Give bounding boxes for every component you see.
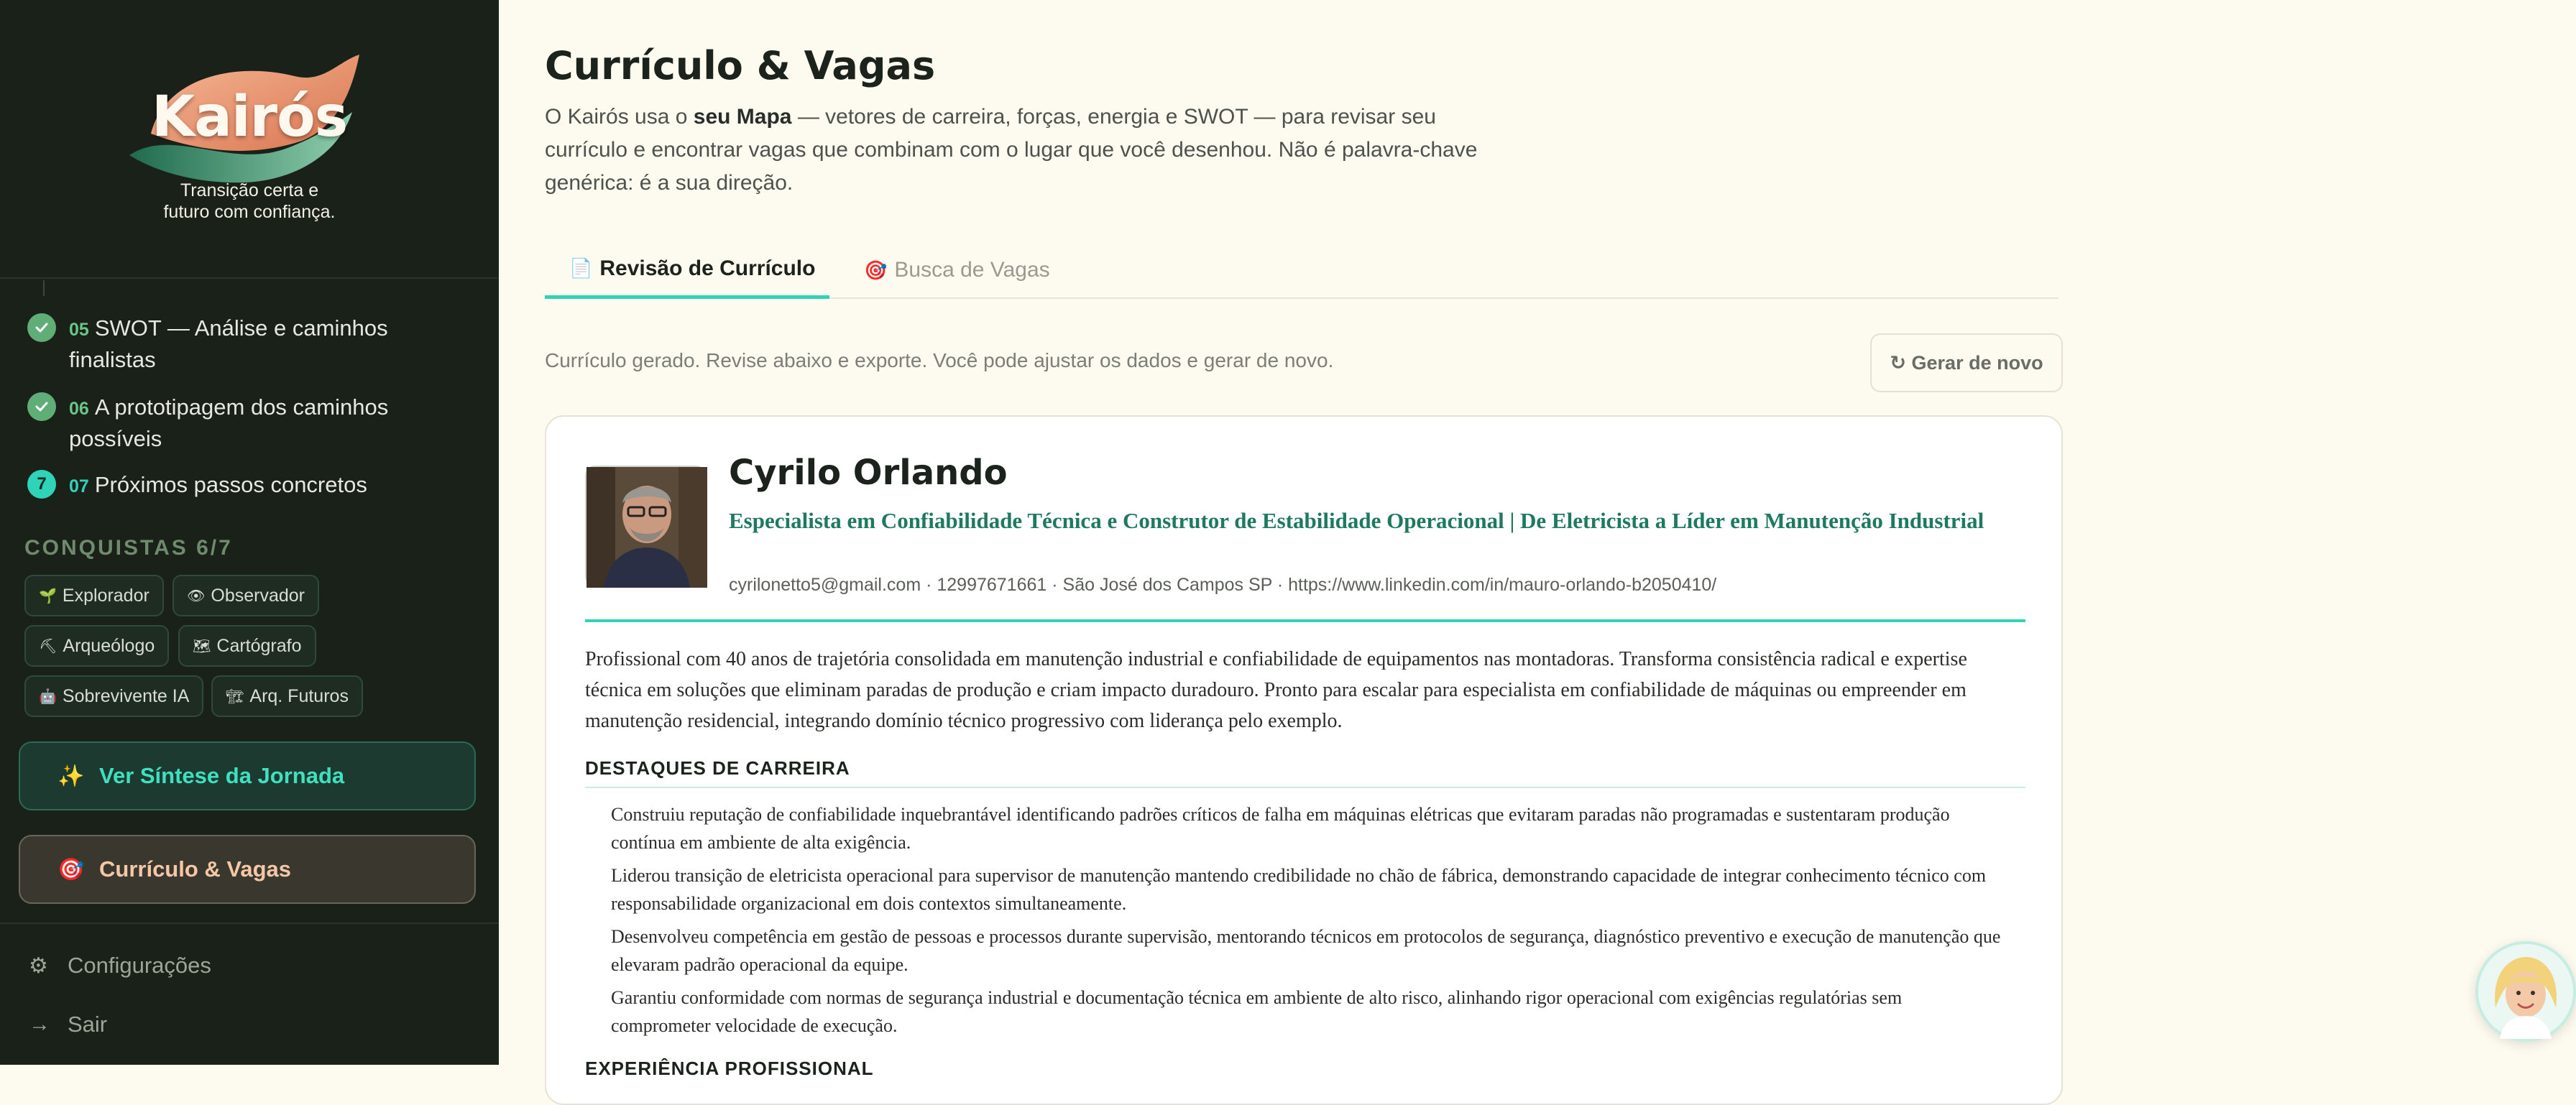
- regenerate-button[interactable]: ↻ Gerar de novo: [1870, 333, 2063, 392]
- step-label: Próximos passos concretos: [94, 472, 367, 497]
- section-title-experience: EXPERIÊNCIA PROFISSIONAL: [585, 1058, 874, 1079]
- achievement-cartografo[interactable]: 🗺 Cartógrafo: [178, 625, 316, 667]
- achievements-title: CONQUISTAS 6/7: [24, 536, 233, 560]
- cv-jobs-button[interactable]: 🎯 Currículo & Vagas: [19, 835, 476, 904]
- tab-cv-review[interactable]: 📄 Revisão de Currículo: [545, 241, 829, 299]
- cv-headline: Especialista em Confiabilidade Técnica e Construtor de Estabilidade Operacional | De Eletricista a Líder em Manutenção Industrial: [729, 508, 1984, 533]
- cv-preview: [545, 415, 2063, 1105]
- brand-tagline: Transição certa e futuro com confiança.: [163, 180, 336, 222]
- pick-icon: ⛏: [39, 638, 58, 655]
- assistant-avatar-button[interactable]: [2475, 941, 2576, 1042]
- sidebar-divider: [0, 923, 499, 924]
- status-message: Currículo gerado. Revise abaixo e exporte. Você pode ajustar os dados e gerar de novo.: [545, 349, 1334, 371]
- achievement-observador[interactable]: 👁 Observador: [172, 575, 319, 616]
- step-06[interactable]: [27, 392, 473, 453]
- cv-summary: Profissional com 40 anos de trajetória consolidada em manutenção industrial e confiabilidade de equipamentos nas montadoras. Transforma consistência radical e expertise técnica em soluções que eliminam paradas de produção e criam impacto duradouro. Pronto para escalar para especialista em confiabilidade de máquinas ou empreender em manutenção residencial, integrando domínio técnico progressivo com liderança pelo exemplo.: [585, 648, 1967, 732]
- step-label: A prototipagem dos caminhos possíveis: [69, 394, 389, 451]
- brand-name: Kairós: [151, 85, 348, 149]
- avatar: [585, 466, 706, 586]
- step-number: 05: [69, 320, 89, 340]
- step-05[interactable]: [27, 313, 473, 374]
- step-label: SWOT — Análise e caminhos finalistas: [69, 315, 388, 372]
- target-icon: 🎯: [58, 857, 85, 882]
- highlights-list: [611, 800, 2005, 1045]
- tab-bar: [545, 241, 2058, 299]
- robot-icon: 🤖: [39, 688, 57, 705]
- settings-link[interactable]: ⚙ Configurações: [29, 953, 211, 978]
- sprout-icon: 🌱: [39, 588, 57, 604]
- list-item: Liderou transição de eletricista operacional para supervisor de manutenção mantendo credibilidade no chão de fábrica, demonstrando capacidade de integrar conhecimento técnico com responsabilidade organizacional em dois contextos simultaneamente.: [611, 865, 1987, 914]
- logo-area: [0, 0, 499, 279]
- gear-icon: ⚙: [29, 953, 48, 978]
- arrow-right-icon: →: [29, 1012, 50, 1036]
- map-icon: 🗺: [193, 638, 211, 655]
- assistant-avatar-icon: [2478, 944, 2573, 1039]
- current-step-marker: 7: [27, 470, 56, 499]
- achievement-explorador[interactable]: 🌱 Explorador: [24, 575, 164, 616]
- achievement-sobrevivente-ia[interactable]: 🤖 Sobrevivente IA: [24, 675, 203, 717]
- check-icon: [27, 313, 56, 342]
- list-item: Garantiu conformidade com normas de segurança industrial e documentação técnica em ambiente de alto risco, alinhando rigor operacional com exigências regulatórias sem comprometer velocidade de execução.: [611, 987, 1903, 1036]
- view-synthesis-button[interactable]: ✨ Ver Síntese da Jornada: [19, 741, 476, 810]
- sidebar: [0, 0, 499, 1065]
- document-icon: 📄: [569, 257, 593, 279]
- step-connector: [43, 280, 45, 296]
- main-content: [499, 0, 2087, 1079]
- list-item: Desenvolveu competência em gestão de pessoas e processos durante supervisão, mentorando técnicos em protocolos de segurança, diagnóstico preventivo e execução de manutenção que elevaram padrão operacional da equipe.: [611, 926, 2001, 975]
- logout-link[interactable]: → Sair: [29, 1012, 108, 1037]
- cv-divider: [585, 619, 2025, 622]
- step-number: 07: [69, 476, 89, 496]
- cv-contact: cyrilonetto5@gmail.com · 12997671661 · São José dos Campos SP · https://www.linkedin.com/in/mauro-orlando-b2050410/: [729, 575, 1717, 595]
- list-item: Construiu reputação de confiabilidade inquebrantável identificando padrões críticos de falha em máquinas elétricas que evitaram paradas não programadas e sustentaram produção contínua em ambiente de alta exigência.: [611, 804, 1950, 853]
- page-description: O Kairós usa o seu Mapa — vetores de carreira, forças, energia e SWOT — para revisar seu currículo e encontrar vagas que combinam com o lugar que você desenhou. Não é palavra-chave genérica: é a sua direção.: [545, 105, 1478, 195]
- cv-name: Cyrilo Orlando: [729, 453, 1008, 493]
- step-number: 06: [69, 399, 89, 419]
- target-icon: 🎯: [864, 259, 888, 281]
- blueprint-icon: 🏗: [226, 688, 244, 705]
- section-title-highlights: DESTAQUES DE CARREIRA: [585, 757, 2025, 788]
- eye-icon: 👁: [187, 588, 206, 604]
- achievement-arq-futuros[interactable]: 🏗 Arq. Futuros: [211, 675, 363, 717]
- page-title: Currículo & Vagas: [545, 43, 936, 88]
- step-07[interactable]: [27, 470, 473, 501]
- tab-job-search[interactable]: 🎯 Busca de Vagas: [864, 258, 1050, 282]
- check-icon: [27, 392, 56, 421]
- achievement-arqueologo[interactable]: ⛏ Arqueólogo: [24, 625, 169, 667]
- sparkles-icon: ✨: [58, 764, 85, 788]
